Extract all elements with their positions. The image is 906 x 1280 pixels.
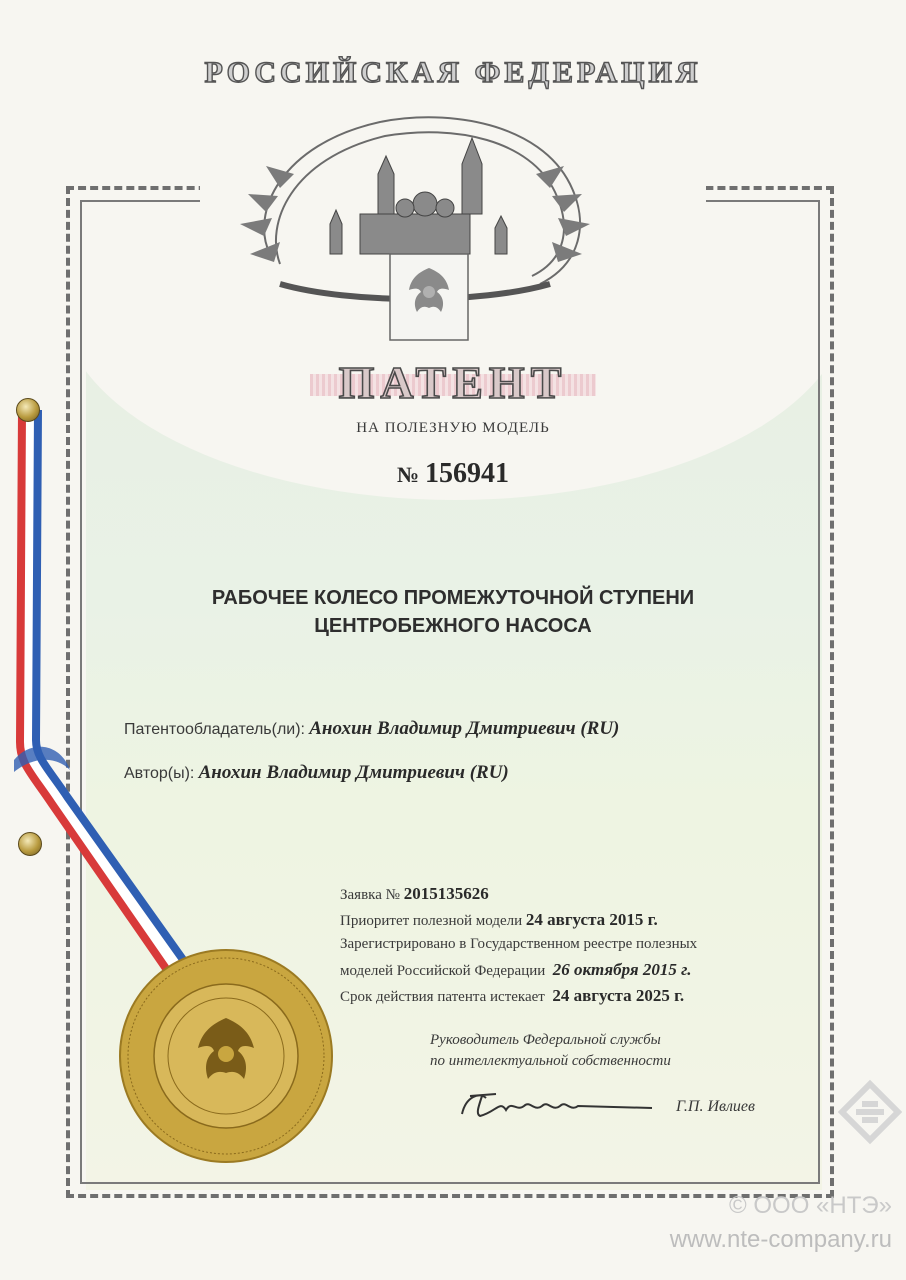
patent-holder-label: Патентообладатель(ли): bbox=[124, 721, 305, 738]
registration-label: моделей Российской Федерации bbox=[340, 963, 546, 979]
registration-line-1: Зарегистрировано в Государственном реестре полезных bbox=[340, 936, 698, 952]
application-value: 2015135626 bbox=[403, 884, 489, 903]
handwritten-signature-icon bbox=[456, 1086, 656, 1122]
country-title: РОССИЙСКАЯ ФЕДЕРАЦИЯ bbox=[204, 56, 702, 89]
invention-title-line-2: ЦЕНТРОБЕЖНОГО НАСОСА bbox=[314, 615, 592, 637]
double-headed-eagle-icon bbox=[390, 254, 468, 340]
patent-holder-value: Анохин Владимир Дмитриевич (RU) bbox=[309, 718, 620, 739]
author-value: Анохин Владимир Дмитриевич (RU) bbox=[198, 762, 509, 783]
website-watermark: www.nte-company.ru bbox=[669, 1226, 892, 1253]
author-label: Автор(ы): bbox=[124, 765, 195, 782]
priority-label: Приоритет полезной модели bbox=[340, 913, 523, 929]
expiry-date bbox=[340, 986, 684, 1006]
official-title-line-1: Руководитель Федеральной службы bbox=[430, 1032, 661, 1048]
expiry-value: 24 августа 2025 г. bbox=[552, 986, 685, 1005]
expiry-label: Срок действия патента истекает bbox=[340, 989, 545, 1005]
priority-date bbox=[340, 910, 658, 930]
application-number bbox=[340, 884, 489, 904]
grommet-top bbox=[16, 398, 40, 422]
application-label: Заявка № bbox=[340, 887, 400, 903]
grommet-bottom bbox=[18, 832, 42, 856]
registration-line-2 bbox=[340, 960, 691, 980]
registration-date: 26 октября 2015 г. bbox=[552, 960, 692, 979]
priority-value: 24 августа 2015 г. bbox=[525, 910, 658, 929]
nte-logo-icon bbox=[838, 1078, 902, 1170]
patent-title: ПАТЕНТ bbox=[338, 357, 568, 408]
official-title-line-2: по интеллектуальной собственности bbox=[430, 1053, 671, 1069]
invention-title-line-1: РАБОЧЕЕ КОЛЕСО ПРОМЕЖУТОЧНОЙ СТУПЕНИ bbox=[211, 587, 695, 609]
signer-name: Г.П. Ивлиев bbox=[676, 1098, 755, 1115]
number-sign: № bbox=[396, 462, 420, 487]
kremlin-wreath-emblem-icon bbox=[210, 104, 620, 344]
patent-number-value: 156941 bbox=[425, 458, 510, 489]
copyright-watermark: © ООО «НТЭ» bbox=[729, 1192, 892, 1219]
patent-subtitle: НА ПОЛЕЗНУЮ МОДЕЛЬ bbox=[356, 420, 550, 436]
official-title bbox=[430, 1030, 671, 1072]
gold-seal-icon bbox=[116, 946, 336, 1166]
